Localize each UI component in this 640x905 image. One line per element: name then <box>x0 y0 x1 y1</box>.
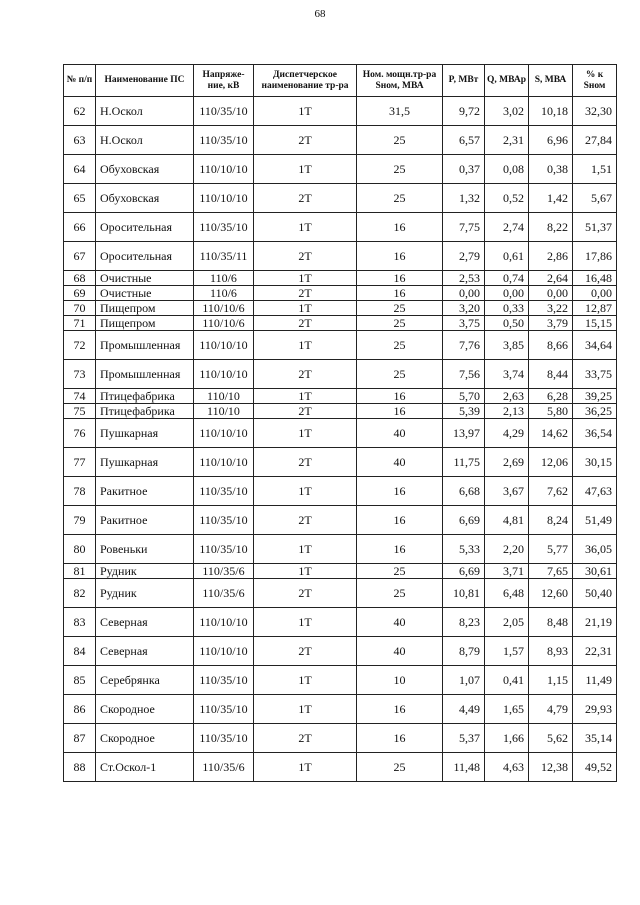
cell-p: 11,75 <box>443 448 485 477</box>
cell-rated-power: 16 <box>357 213 443 242</box>
cell-pct: 15,15 <box>573 316 617 331</box>
cell-rated-power: 25 <box>357 753 443 782</box>
cell-q: 4,29 <box>485 419 529 448</box>
cell-num: 67 <box>64 242 96 271</box>
cell-p: 9,72 <box>443 97 485 126</box>
cell-voltage: 110/35/10 <box>194 477 254 506</box>
cell-s: 4,79 <box>529 695 573 724</box>
cell-p: 5,39 <box>443 404 485 419</box>
cell-s: 12,06 <box>529 448 573 477</box>
cell-num: 80 <box>64 535 96 564</box>
cell-voltage: 110/35/10 <box>194 724 254 753</box>
cell-substation-name: Пушкарная <box>96 419 194 448</box>
cell-substation-name: Северная <box>96 637 194 666</box>
cell-dispatch-name: 2Т <box>254 286 357 301</box>
cell-rated-power: 16 <box>357 404 443 419</box>
cell-p: 1,32 <box>443 184 485 213</box>
cell-pct: 5,67 <box>573 184 617 213</box>
cell-substation-name: Промышленная <box>96 331 194 360</box>
cell-p: 13,97 <box>443 419 485 448</box>
cell-dispatch-name: 2Т <box>254 126 357 155</box>
cell-q: 6,48 <box>485 579 529 608</box>
table-row <box>64 535 617 564</box>
cell-dispatch-name: 1Т <box>254 695 357 724</box>
cell-p: 2,53 <box>443 271 485 286</box>
cell-pct: 0,00 <box>573 286 617 301</box>
col-header-pct: % к Sном <box>573 65 617 97</box>
cell-pct: 35,14 <box>573 724 617 753</box>
cell-voltage: 110/10/6 <box>194 301 254 316</box>
cell-pct: 36,25 <box>573 404 617 419</box>
cell-substation-name: Ст.Оскол-1 <box>96 753 194 782</box>
cell-dispatch-name: 1Т <box>254 301 357 316</box>
cell-p: 4,49 <box>443 695 485 724</box>
cell-q: 3,02 <box>485 97 529 126</box>
cell-dispatch-name: 1Т <box>254 419 357 448</box>
cell-q: 3,71 <box>485 564 529 579</box>
cell-dispatch-name: 1Т <box>254 97 357 126</box>
cell-s: 8,93 <box>529 637 573 666</box>
cell-dispatch-name: 2Т <box>254 404 357 419</box>
cell-p: 8,79 <box>443 637 485 666</box>
cell-rated-power: 16 <box>357 389 443 404</box>
col-header-voltage: Напряже-ние, кВ <box>194 65 254 97</box>
cell-pct: 51,37 <box>573 213 617 242</box>
table-row <box>64 506 617 535</box>
cell-substation-name: Серебрянка <box>96 666 194 695</box>
cell-num: 66 <box>64 213 96 242</box>
cell-s: 5,77 <box>529 535 573 564</box>
page-number: 68 <box>314 8 326 20</box>
cell-rated-power: 16 <box>357 535 443 564</box>
cell-q: 3,67 <box>485 477 529 506</box>
cell-num: 76 <box>64 419 96 448</box>
cell-substation-name: Пищепром <box>96 301 194 316</box>
cell-num: 72 <box>64 331 96 360</box>
cell-dispatch-name: 2Т <box>254 242 357 271</box>
cell-num: 75 <box>64 404 96 419</box>
cell-voltage: 110/35/10 <box>194 97 254 126</box>
table-row <box>64 242 617 271</box>
cell-voltage: 110/35/6 <box>194 564 254 579</box>
cell-p: 3,75 <box>443 316 485 331</box>
cell-substation-name: Пищепром <box>96 316 194 331</box>
cell-p: 6,69 <box>443 506 485 535</box>
cell-num: 69 <box>64 286 96 301</box>
cell-substation-name: Очистные <box>96 271 194 286</box>
cell-dispatch-name: 2Т <box>254 184 357 213</box>
cell-rated-power: 25 <box>357 301 443 316</box>
cell-rated-power: 25 <box>357 126 443 155</box>
cell-pct: 22,31 <box>573 637 617 666</box>
cell-pct: 32,30 <box>573 97 617 126</box>
cell-p: 5,33 <box>443 535 485 564</box>
cell-p: 6,57 <box>443 126 485 155</box>
cell-pct: 36,05 <box>573 535 617 564</box>
table-row <box>64 331 617 360</box>
cell-voltage: 110/10/6 <box>194 316 254 331</box>
cell-s: 6,96 <box>529 126 573 155</box>
cell-q: 4,81 <box>485 506 529 535</box>
table-row <box>64 389 617 404</box>
cell-pct: 39,25 <box>573 389 617 404</box>
cell-rated-power: 25 <box>357 184 443 213</box>
cell-dispatch-name: 2Т <box>254 316 357 331</box>
cell-s: 0,38 <box>529 155 573 184</box>
cell-rated-power: 16 <box>357 695 443 724</box>
cell-voltage: 110/6 <box>194 271 254 286</box>
cell-pct: 27,84 <box>573 126 617 155</box>
cell-num: 88 <box>64 753 96 782</box>
cell-q: 0,08 <box>485 155 529 184</box>
cell-p: 7,56 <box>443 360 485 389</box>
cell-s: 8,48 <box>529 608 573 637</box>
cell-q: 4,63 <box>485 753 529 782</box>
cell-dispatch-name: 1Т <box>254 753 357 782</box>
cell-num: 68 <box>64 271 96 286</box>
cell-substation-name: Пушкарная <box>96 448 194 477</box>
cell-pct: 47,63 <box>573 477 617 506</box>
cell-p: 5,37 <box>443 724 485 753</box>
cell-p: 7,76 <box>443 331 485 360</box>
table-row <box>64 213 617 242</box>
cell-rated-power: 25 <box>357 579 443 608</box>
cell-voltage: 110/35/10 <box>194 535 254 564</box>
cell-dispatch-name: 1Т <box>254 564 357 579</box>
cell-dispatch-name: 1Т <box>254 155 357 184</box>
table-row <box>64 126 617 155</box>
table-row <box>64 271 617 286</box>
cell-rated-power: 25 <box>357 316 443 331</box>
cell-q: 0,50 <box>485 316 529 331</box>
cell-dispatch-name: 2Т <box>254 360 357 389</box>
table-row <box>64 419 617 448</box>
cell-voltage: 110/35/10 <box>194 126 254 155</box>
cell-pct: 49,52 <box>573 753 617 782</box>
cell-dispatch-name: 1Т <box>254 535 357 564</box>
table-row <box>64 286 617 301</box>
cell-s: 1,15 <box>529 666 573 695</box>
cell-voltage: 110/10/10 <box>194 608 254 637</box>
cell-s: 7,65 <box>529 564 573 579</box>
table-row <box>64 404 617 419</box>
cell-rated-power: 40 <box>357 419 443 448</box>
cell-s: 3,22 <box>529 301 573 316</box>
cell-p: 6,68 <box>443 477 485 506</box>
cell-q: 1,66 <box>485 724 529 753</box>
cell-dispatch-name: 1Т <box>254 477 357 506</box>
cell-num: 63 <box>64 126 96 155</box>
cell-dispatch-name: 2Т <box>254 579 357 608</box>
cell-p: 7,75 <box>443 213 485 242</box>
cell-q: 1,57 <box>485 637 529 666</box>
cell-substation-name: Птицефабрика <box>96 389 194 404</box>
cell-substation-name: Обуховская <box>96 184 194 213</box>
col-header-q: Q, МВАр <box>485 65 529 97</box>
cell-q: 2,63 <box>485 389 529 404</box>
cell-dispatch-name: 2Т <box>254 506 357 535</box>
cell-pct: 16,48 <box>573 271 617 286</box>
table-row <box>64 448 617 477</box>
cell-substation-name: Скородное <box>96 724 194 753</box>
cell-voltage: 110/35/11 <box>194 242 254 271</box>
cell-rated-power: 25 <box>357 360 443 389</box>
cell-q: 1,65 <box>485 695 529 724</box>
cell-rated-power: 16 <box>357 242 443 271</box>
cell-voltage: 110/35/6 <box>194 753 254 782</box>
header-row <box>64 65 617 97</box>
cell-voltage: 110/6 <box>194 286 254 301</box>
table-row <box>64 724 617 753</box>
cell-num: 87 <box>64 724 96 753</box>
cell-num: 81 <box>64 564 96 579</box>
cell-dispatch-name: 2Т <box>254 637 357 666</box>
cell-pct: 36,54 <box>573 419 617 448</box>
table-body <box>64 97 617 782</box>
cell-substation-name: Ровеньки <box>96 535 194 564</box>
cell-q: 3,85 <box>485 331 529 360</box>
cell-substation-name: Оросительная <box>96 242 194 271</box>
cell-dispatch-name: 1Т <box>254 213 357 242</box>
cell-substation-name: Н.Оскол <box>96 126 194 155</box>
cell-q: 2,31 <box>485 126 529 155</box>
col-header-s: S, МВА <box>529 65 573 97</box>
cell-s: 14,62 <box>529 419 573 448</box>
substation-load-table <box>63 64 617 782</box>
cell-q: 2,13 <box>485 404 529 419</box>
cell-num: 77 <box>64 448 96 477</box>
cell-rated-power: 16 <box>357 506 443 535</box>
cell-pct: 30,15 <box>573 448 617 477</box>
cell-rated-power: 31,5 <box>357 97 443 126</box>
cell-substation-name: Н.Оскол <box>96 97 194 126</box>
cell-substation-name: Обуховская <box>96 155 194 184</box>
cell-voltage: 110/35/10 <box>194 213 254 242</box>
cell-rated-power: 16 <box>357 286 443 301</box>
cell-voltage: 110/35/6 <box>194 579 254 608</box>
cell-num: 79 <box>64 506 96 535</box>
cell-dispatch-name: 2Т <box>254 448 357 477</box>
table-row <box>64 695 617 724</box>
cell-pct: 12,87 <box>573 301 617 316</box>
table-row <box>64 97 617 126</box>
cell-pct: 29,93 <box>573 695 617 724</box>
cell-q: 2,74 <box>485 213 529 242</box>
cell-voltage: 110/10/10 <box>194 184 254 213</box>
cell-substation-name: Ракитное <box>96 506 194 535</box>
cell-voltage: 110/10 <box>194 389 254 404</box>
cell-rated-power: 16 <box>357 271 443 286</box>
cell-num: 78 <box>64 477 96 506</box>
cell-pct: 51,49 <box>573 506 617 535</box>
cell-pct: 50,40 <box>573 579 617 608</box>
cell-s: 2,86 <box>529 242 573 271</box>
cell-q: 0,33 <box>485 301 529 316</box>
cell-voltage: 110/35/10 <box>194 666 254 695</box>
cell-voltage: 110/10/10 <box>194 331 254 360</box>
cell-s: 10,18 <box>529 97 573 126</box>
cell-pct: 1,51 <box>573 155 617 184</box>
cell-pct: 33,75 <box>573 360 617 389</box>
cell-voltage: 110/10 <box>194 404 254 419</box>
table-row <box>64 637 617 666</box>
cell-rated-power: 10 <box>357 666 443 695</box>
cell-pct: 30,61 <box>573 564 617 579</box>
cell-s: 8,44 <box>529 360 573 389</box>
cell-num: 73 <box>64 360 96 389</box>
cell-rated-power: 16 <box>357 724 443 753</box>
table-row <box>64 155 617 184</box>
cell-dispatch-name: 1Т <box>254 389 357 404</box>
cell-q: 2,69 <box>485 448 529 477</box>
col-header-dispatch: Диспетчерское наименование тр-ра <box>254 65 357 97</box>
table-row <box>64 184 617 213</box>
cell-s: 12,38 <box>529 753 573 782</box>
cell-num: 85 <box>64 666 96 695</box>
cell-voltage: 110/10/10 <box>194 419 254 448</box>
cell-rated-power: 25 <box>357 564 443 579</box>
cell-q: 0,00 <box>485 286 529 301</box>
cell-p: 0,00 <box>443 286 485 301</box>
cell-q: 3,74 <box>485 360 529 389</box>
cell-voltage: 110/35/10 <box>194 695 254 724</box>
cell-num: 62 <box>64 97 96 126</box>
cell-dispatch-name: 1Т <box>254 608 357 637</box>
cell-substation-name: Рудник <box>96 564 194 579</box>
cell-p: 0,37 <box>443 155 485 184</box>
table-row <box>64 301 617 316</box>
cell-num: 83 <box>64 608 96 637</box>
cell-s: 2,64 <box>529 271 573 286</box>
cell-dispatch-name: 2Т <box>254 724 357 753</box>
col-header-p: P, МВт <box>443 65 485 97</box>
col-header-rated-power: Ном. мощн.тр-ра Sном, МВА <box>357 65 443 97</box>
table-row <box>64 753 617 782</box>
cell-substation-name: Промышленная <box>96 360 194 389</box>
cell-voltage: 110/10/10 <box>194 448 254 477</box>
table-row <box>64 564 617 579</box>
cell-q: 2,20 <box>485 535 529 564</box>
cell-p: 8,23 <box>443 608 485 637</box>
cell-substation-name: Ракитное <box>96 477 194 506</box>
cell-q: 0,74 <box>485 271 529 286</box>
cell-s: 3,79 <box>529 316 573 331</box>
cell-p: 5,70 <box>443 389 485 404</box>
table-row <box>64 316 617 331</box>
cell-q: 2,05 <box>485 608 529 637</box>
cell-num: 82 <box>64 579 96 608</box>
cell-dispatch-name: 1Т <box>254 331 357 360</box>
cell-p: 2,79 <box>443 242 485 271</box>
cell-p: 6,69 <box>443 564 485 579</box>
cell-pct: 21,19 <box>573 608 617 637</box>
cell-num: 70 <box>64 301 96 316</box>
table-row <box>64 360 617 389</box>
cell-p: 3,20 <box>443 301 485 316</box>
cell-q: 0,52 <box>485 184 529 213</box>
cell-voltage: 110/10/10 <box>194 155 254 184</box>
cell-substation-name: Северная <box>96 608 194 637</box>
table-row <box>64 608 617 637</box>
cell-rated-power: 25 <box>357 155 443 184</box>
cell-voltage: 110/10/10 <box>194 360 254 389</box>
cell-s: 8,66 <box>529 331 573 360</box>
cell-s: 8,22 <box>529 213 573 242</box>
cell-substation-name: Рудник <box>96 579 194 608</box>
cell-num: 74 <box>64 389 96 404</box>
cell-q: 0,41 <box>485 666 529 695</box>
cell-rated-power: 16 <box>357 477 443 506</box>
cell-num: 64 <box>64 155 96 184</box>
cell-s: 8,24 <box>529 506 573 535</box>
cell-s: 6,28 <box>529 389 573 404</box>
cell-substation-name: Оросительная <box>96 213 194 242</box>
cell-rated-power: 40 <box>357 608 443 637</box>
cell-pct: 34,64 <box>573 331 617 360</box>
cell-s: 5,80 <box>529 404 573 419</box>
cell-voltage: 110/35/10 <box>194 506 254 535</box>
cell-num: 65 <box>64 184 96 213</box>
cell-s: 7,62 <box>529 477 573 506</box>
cell-rated-power: 40 <box>357 448 443 477</box>
cell-s: 5,62 <box>529 724 573 753</box>
cell-substation-name: Птицефабрика <box>96 404 194 419</box>
table-row <box>64 579 617 608</box>
cell-substation-name: Очистные <box>96 286 194 301</box>
cell-num: 71 <box>64 316 96 331</box>
col-header-name: Наименование ПС <box>96 65 194 97</box>
cell-dispatch-name: 1Т <box>254 666 357 695</box>
cell-p: 1,07 <box>443 666 485 695</box>
cell-pct: 11,49 <box>573 666 617 695</box>
cell-substation-name: Скородное <box>96 695 194 724</box>
cell-rated-power: 40 <box>357 637 443 666</box>
col-header-num: № п/п <box>64 65 96 97</box>
cell-s: 12,60 <box>529 579 573 608</box>
cell-s: 1,42 <box>529 184 573 213</box>
cell-p: 10,81 <box>443 579 485 608</box>
cell-rated-power: 25 <box>357 331 443 360</box>
cell-s: 0,00 <box>529 286 573 301</box>
cell-q: 0,61 <box>485 242 529 271</box>
table-row <box>64 666 617 695</box>
cell-voltage: 110/10/10 <box>194 637 254 666</box>
cell-p: 11,48 <box>443 753 485 782</box>
cell-dispatch-name: 1Т <box>254 271 357 286</box>
cell-num: 86 <box>64 695 96 724</box>
table-row <box>64 477 617 506</box>
cell-num: 84 <box>64 637 96 666</box>
cell-pct: 17,86 <box>573 242 617 271</box>
